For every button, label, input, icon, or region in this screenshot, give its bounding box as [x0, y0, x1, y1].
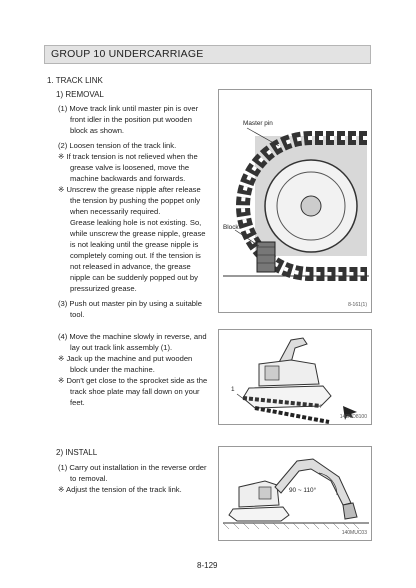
removal-step2-title: (2) Loosen tension of the track link.	[58, 141, 177, 150]
removal-bullet-b-line4: Grease leaking hole is not existing. So,	[70, 218, 202, 227]
removal-bullet-c-line1: ※ Jack up the machine and put wooden	[58, 354, 193, 363]
removal-step4-line1: (4) Move the machine slowly in reverse, and	[58, 332, 207, 341]
removal-bullet-b-line1: ※ Unscrew the grease nipple after release	[58, 185, 201, 194]
install-bullet-a: ※ Adjust the tension of the track link.	[58, 485, 182, 494]
removal-bullet-a-line1: ※ If track tension is not relieved when the	[58, 152, 198, 161]
removal-step4-line2: lay out track link assembly (1).	[70, 343, 173, 352]
figure-track-idler	[218, 89, 372, 313]
label-boom-angle: 90 ~ 110°	[289, 487, 317, 494]
track-idler-illustration	[219, 90, 371, 312]
figure-2-caption: 140MD8100	[339, 414, 367, 420]
label-block: Block	[223, 224, 239, 231]
removal-bullet-d-line2: track shoe plate may fall down on your	[70, 387, 200, 396]
removal-bullet-a-line2: grease valve is loosened, move the	[70, 163, 190, 172]
install-step1-line1: (1) Carry out installation in the reverse order	[58, 463, 207, 472]
removal-step1-line2: front idler in the position put wooden	[70, 115, 193, 124]
figure-1-caption: 8-161(1)	[348, 302, 367, 308]
label-track-link-1: 1	[231, 386, 235, 393]
page-number: 8-129	[197, 561, 218, 570]
removal-bullet-d-line1: ※ Don't get close to the sprocket side as the	[58, 376, 208, 385]
figure-track-layout	[218, 329, 372, 425]
removal-step3-line2: tool.	[70, 310, 85, 319]
removal-bullet-c-line2: block under the machine.	[70, 365, 155, 374]
section-title: 1. TRACK LINK	[47, 76, 103, 85]
removal-bullet-b-line8: not released in advance, the grease	[70, 262, 191, 271]
excavator-track-illustration	[219, 330, 371, 424]
install-step1-line2: to removal.	[70, 474, 108, 483]
removal-bullet-d-line3: feet.	[70, 398, 85, 407]
removal-bullet-b-line9: nipple can be suddenly popped out by	[70, 273, 198, 282]
install-title: 2) INSTALL	[56, 448, 98, 457]
removal-step3-line1: (3) Push out master pin by using a suitable	[58, 299, 202, 308]
removal-step1-line1: (1) Move track link until master pin is over	[58, 104, 199, 113]
removal-step1-line3: block as shown.	[70, 126, 125, 135]
removal-bullet-b-line6: is not leaking until the grease nipple is	[70, 240, 199, 249]
removal-bullet-b-line7: completely coming out. If the tension is	[70, 251, 201, 260]
group-title: GROUP 10 UNDERCARRIAGE	[51, 48, 204, 60]
removal-title: 1) REMOVAL	[56, 90, 104, 99]
removal-bullet-b-line3: when necessarily required.	[70, 207, 161, 216]
removal-bullet-b-line5: while unscrew the grease nipple, grease	[70, 229, 206, 238]
label-master-pin: Master pin	[243, 120, 273, 127]
group-title-bar	[44, 45, 371, 64]
removal-bullet-b-line2: the tension by pushing the poppet only	[70, 196, 201, 205]
figure-jack-up	[218, 446, 372, 541]
removal-bullet-a-line3: machine backwards and forwards.	[70, 174, 186, 183]
figure-3-caption: 140MUC03	[341, 530, 367, 536]
removal-bullet-b-line10: pressurized grease.	[70, 284, 137, 293]
